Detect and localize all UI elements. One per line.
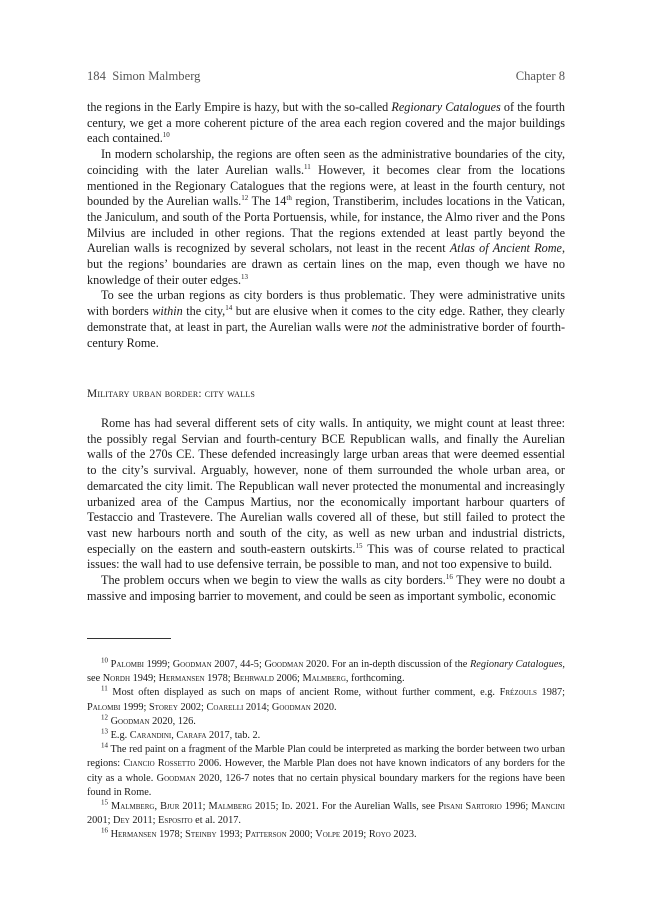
footnote-16: $^{16}$ Hermansen 1978; Steinby 1993; Patterson 2000; Volpe 2019; Royo 2023. xyxy=(101,827,417,841)
footnote-13: $^{13}$ E.g. Carandini, Carafa 2017, tab. 2. xyxy=(101,727,261,742)
paragraph-2: In modern scholarship, the regions are often seen as the administrative boundaries of the city, coinciding with the later Aurelian walls.$^{11}$ However, it becomes clear from the locations mentioned in the Regionary Catalogues that the regions were, at least in the fourth century, not bounded by the Aurelian walls.$^{12}$ The 14th region, Transtiberim, includes locations in the Vatican, the Janiculum, and south of the Porta Portuensis, while, for instance, the Almo river and the Pons Milvius are included in other regions. That the regions extended at least partly beyond the Aurelian walls is recognized by several scholars, not least in the recent Atlas of Ancient Rome, but the regions’ boundaries are drawn as certain lines on the map, even though we have no knowledge of their outer edges.$^{13}$ xyxy=(87,147,566,287)
page-number: 184 xyxy=(87,69,106,83)
footnote-12: $^{12}$ Goodman 2020, 126. xyxy=(101,713,196,727)
paragraph-4: Rome has had several different sets of city walls. In antiquity, we might count at least three: the possibly regal Servian and fourth-century BCE Republican walls, and finally the Aurelian walls of the 270s CE. These defended increasingly large urban areas that were deemed essential to the city’s survival. Arguably, however, none of them surrounded the whole urban area, or demarcated the city limit. The Republican wall never protected the monumental and increasingly urbanized area of the Campus Martius, nor the economically important harbour quarters of Testaccio and Trastevere. The Aurelian walls covered all of these, but still failed to protect the vast new harbours north and south of the city, as well as new urban and industrial districts, especially on the eastern and south-eastern outskirts.$^{15}$ This was of course related to practical issues: the wall had to use defensive terrain, be possible to man, and not too expensive to build. xyxy=(87,416,565,572)
running-header xyxy=(87,69,565,84)
footnote-ref: 16 xyxy=(445,572,453,581)
footnote-ref: 12 xyxy=(241,194,249,203)
paragraph-5: The problem occurs when we begin to view the walls as city borders.$^{16}$ They were no doubt a massive and imposing barrier to movement, and could be seen as important symbolic, economic xyxy=(87,572,565,603)
footnote-separator xyxy=(87,638,171,639)
paragraph-3: To see the urban regions as city borders is thus problematic. They were administrative units with borders within the city,$^{14}$ but are elusive when it comes to the city edge. Rather, they clearly demonstrate that, at least in part, the Aurelian walls were not the administrative border of fourth-century Rome. xyxy=(87,288,566,350)
body-text-top xyxy=(87,100,565,351)
footnote-ref: 13 xyxy=(241,272,248,281)
footnotes xyxy=(87,658,565,843)
footnote-14: $^{14}$ The red paint on a fragment of the Marble Plan could be interpreted as marking the border between two urban regions: Ciancio Rossetto 2006. However, the Marble Plan does not have known indicators of any borders for the city as a whole. Goodman 2020, 126-7 notes that no certain physical boundary markers for the regions have been found in Rome. xyxy=(87,741,565,798)
footnote-10: $^{10}$ Palombi 1999; Goodman 2007, 44-5; Goodman 2020. For an in-depth discussion of the Regionary Catalogues, see Nordh 1949; Hermansen 1978; Behrwald 2006; Malmberg, forthcoming. xyxy=(87,656,565,685)
paragraph-1: the regions in the Early Empire is hazy, but with the so-called Regionary Catalogues of the fourth century, we get a more coherent picture of the area each region covered and the major buildings each contained.$^{10}$ xyxy=(87,100,566,146)
footnote-11: $^{11}$ Most often displayed as such on maps of ancient Rome, without further comment, e.g. Frézouls 1987; Palombi 1999; Storey 2002; Coarelli 2014; Goodman 2020. xyxy=(87,684,566,713)
footnote-15: $^{15}$ Malmberg, Bjur 2011; Malmberg 2015; Id. 2021. For the Aurelian Walls, see Pisani Sartorio 1996; Mancini 2001; Dey 2011; Esposito et al. 2017. xyxy=(87,798,565,827)
header-left xyxy=(87,69,200,84)
body-text-section xyxy=(87,416,565,604)
footnote-ref: 15 xyxy=(355,541,363,550)
footnote-ref: 14 xyxy=(225,304,233,313)
author-name: Simon Malmberg xyxy=(112,69,201,83)
section-heading: Military urban border: city walls xyxy=(87,388,255,400)
footnote-ref: 11 xyxy=(304,162,311,171)
chapter-label: Chapter 8 xyxy=(515,69,565,83)
footnote-ref: 10 xyxy=(162,131,170,140)
